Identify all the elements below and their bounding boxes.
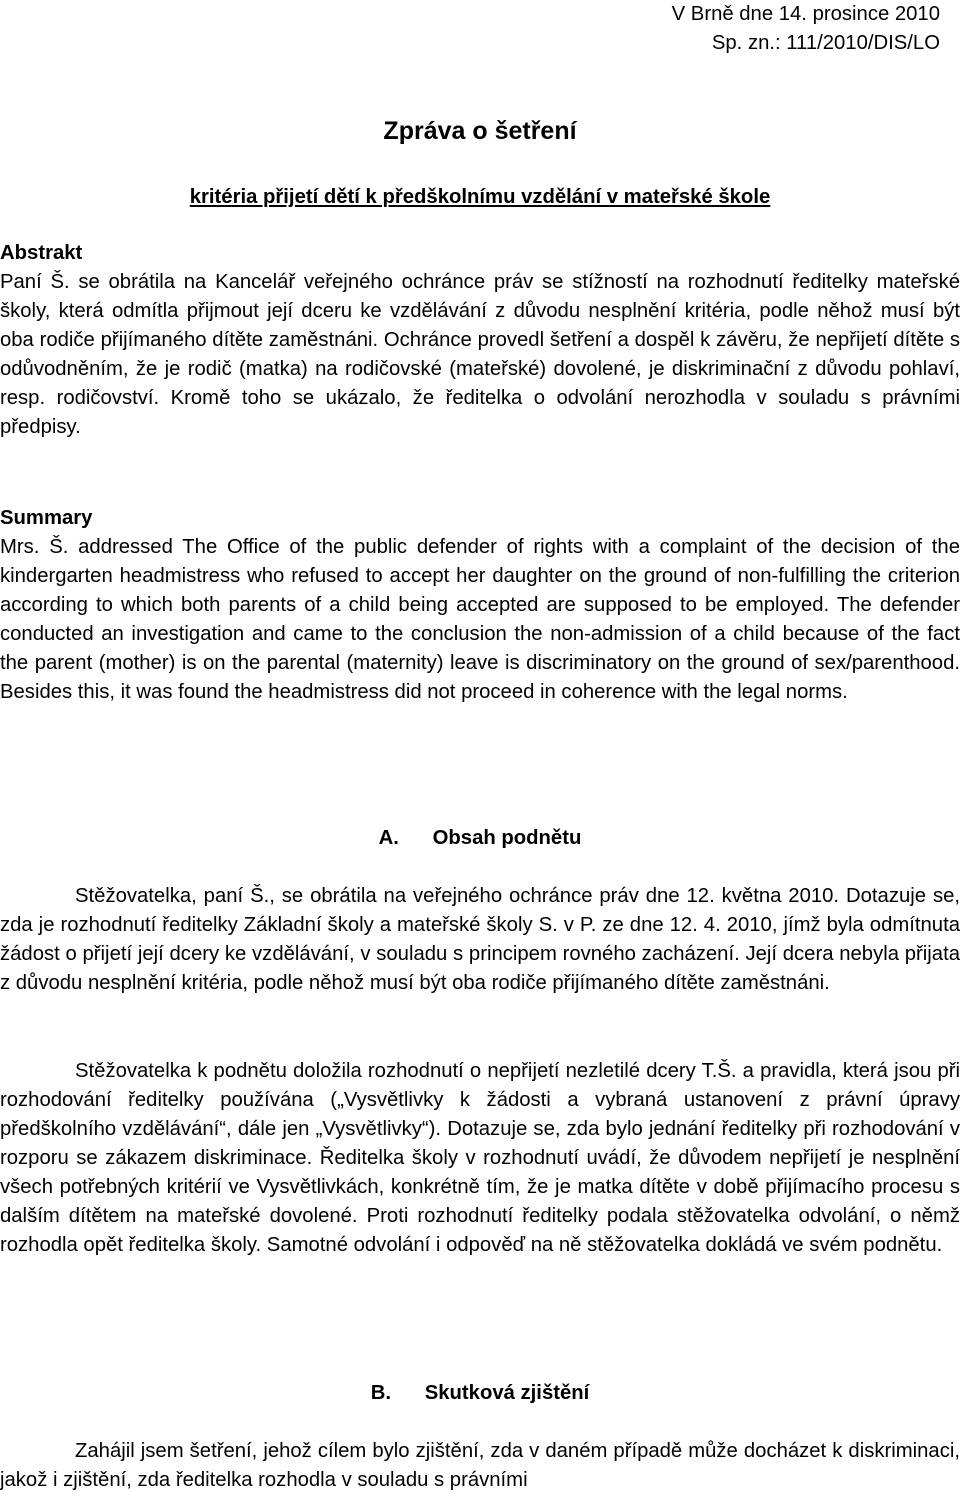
section-a-heading bbox=[0, 824, 960, 853]
section-a-number: A. bbox=[378, 827, 399, 849]
document-subtitle: kritéria přijetí dětí k předškolnímu vzdělání v mateřské škole bbox=[189, 186, 771, 208]
document-date: V Brně dne 14. prosince 2010 bbox=[671, 3, 940, 25]
summary-heading: Summary bbox=[0, 507, 93, 529]
section-a-paragraph-2: Stěžovatelka k podnětu doložila rozhodnutí o nepřijetí nezletilé dcery T.Š. a pravidla, která jsou při rozhodování ředitelky používána („Vysvětlivky k žádosti a vybraná ustanovení z právní úpravy předškolního vzdělávání“, dále jen „Vysvětlivky“). Dotazuje se, zda bylo jednání ředitelky při rozhodování v rozporu se zákazem diskriminace. Ředitelka školy v rozhodnutí uvádí, že důvodem nepřijetí je nesplnění všech potřebných kritérií ve Vysvětlivkách, konkrétně tím, že je matka dítěte v době přijímacího procesu s dalším dítětem na mateřské dovolené. Proti rozhodnutí ředitelky podala stěžovatelka odvolání, o němž rozhodla opět ředitelka školy. Samotné odvolání i odpověď na ně stěžovatelka dokládá ve svém podnětu. bbox=[0, 1060, 960, 1256]
section-b-title: Skutková zjištění bbox=[424, 1382, 590, 1404]
abstract-heading: Abstrakt bbox=[0, 242, 83, 264]
document-title: Zpráva o šetření bbox=[383, 117, 577, 145]
section-a-paragraph-1: Stěžovatelka, paní Š., se obrátila na veřejného ochránce práv dne 12. května 2010. Dotazuje se, zda je rozhodnutí ředitelky Základní školy a mateřské školy S. v P. ze dne 12. 4. 2010, jímž byla odmítnuta žádost o přijetí její dcery ke vzdělávání, v souladu s principem rovného zacházení. Její dcera nebyla přijata z důvodu nesplnění kritéria, podle něhož musí být oba rodiče přijímaného dítěte zaměstnáni. bbox=[0, 885, 960, 994]
abstract-text: Paní Š. se obrátila na Kancelář veřejného ochránce práv se stížností na rozhodnutí ředitelky mateřské školy, která odmítla přijmout její dceru ke vzdělávání z důvodu nesplnění kritéria, podle něhož musí být oba rodiče přijímaného dítěte zaměstnáni. Ochránce provedl šetření a dospěl k závěru, že nepřijetí dítěte s odůvodněním, že je rodič (matka) na rodičovské (mateřské) dovolené, je diskriminační z důvodu pohlaví, resp. rodičovství. Kromě toho se ukázalo, že ředitelka o odvolání nerozhodla v souladu s právními předpisy. bbox=[0, 271, 960, 438]
section-b-number: B. bbox=[370, 1382, 391, 1404]
section-a-title: Obsah podnětu bbox=[432, 827, 582, 849]
reference-number: Sp. zn.: 111/2010/DIS/LO bbox=[711, 32, 940, 54]
section-b-paragraph-1: Zahájil jsem šetření, jehož cílem bylo zjištění, zda v daném případě může docházet k diskriminaci, jakož i zjištění, zda ředitelka rozhodla v souladu s právními bbox=[0, 1440, 960, 1491]
summary-text: Mrs. Š. addressed The Office of the public defender of rights with a complaint of the decision of the kindergarten headmistress who refused to accept her daughter on the ground of non-fulfilling the criterion according to which both parents of a child being accepted are supposed to be employed. The defender conducted an investigation and came to the conclusion the non-admission of a child because of the fact the parent (mother) is on the parental (maternity) leave is discriminatory on the ground of sex/parenthood. Besides this, it was found the headmistress did not proceed in coherence with the legal norms. bbox=[0, 536, 960, 703]
section-b-heading bbox=[0, 1379, 960, 1408]
